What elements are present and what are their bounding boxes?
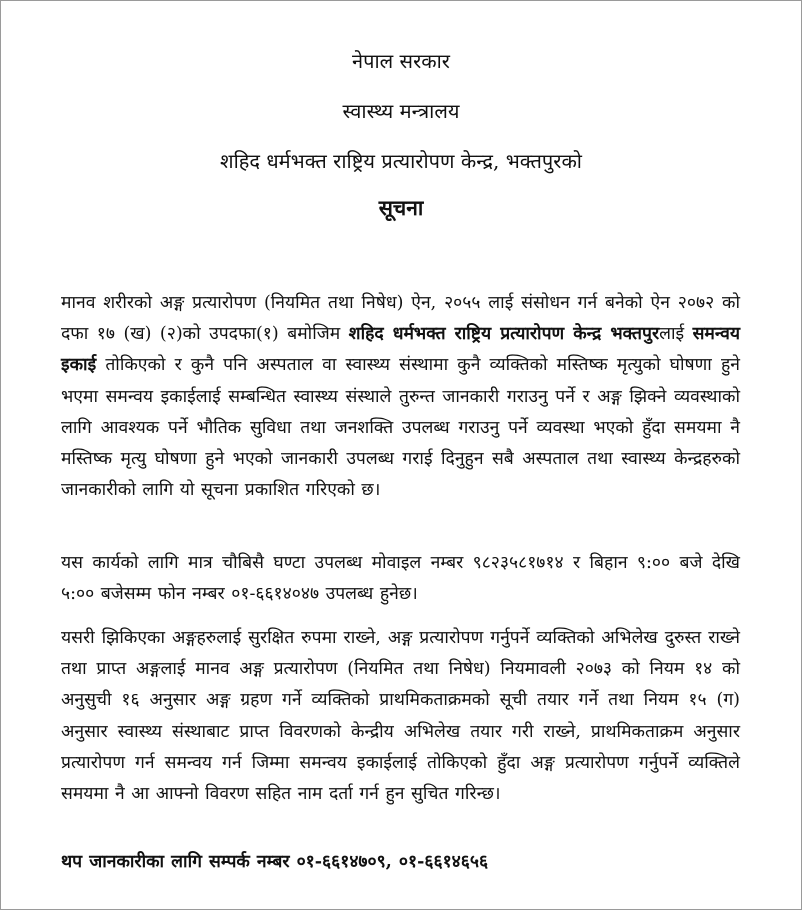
para1-bold-unit: समन्वय इकाई [61,324,740,376]
ministry-heading: स्वास्थ्य मन्त्रालय [342,99,460,123]
center-heading: शहिद धर्मभक्त राष्ट्रिय प्रत्यारोपण केन्द्र, भक्तपुरको [220,149,582,173]
para1-bold-center: शहिद धर्मभक्त राष्ट्रिय प्रत्यारोपण केन्द्र भक्तपुर [348,324,660,345]
government-heading: नेपाल सरकार [352,49,450,73]
contact-line: थप जानकारीका लागि सम्पर्क नम्बर ०१-६६१४७०९, ०१-६६१४६५६ [61,852,489,872]
notice-paragraph-1 [61,288,740,506]
para1-text-c: तोकिएको र कुनै पनि अस्पताल वा स्वास्थ्य संस्थामा कुनै व्यक्तिको मस्तिष्क मृत्युको घोषणा हुने भएमा समन्वय इकाईलाई सम्बन्धित स्वास्थ्य संस्थाले तुरुन्त जानकारी गराउनु पर्ने र अङ्ग झिक्ने व्यवस्थाको लागि आवश्यक पर्ने भौतिक सुविधा तथा जनशक्ति उपलब्ध गराउनु पर्ने व्यवस्था भएको हुँदा समयमा नै मस्तिष्क मृत्यु घोषणा हुने भएको जानकारी उपलब्ध गराई दिनुहुन सबै अस्पताल तथा स्वास्थ्य केन्द्रहरुको जानकारीको लागि यो सूचना प्रकाशित गरिएको छ। [61,355,740,501]
para1-text-a: मानव शरीरको अङ्ग प्रत्यारोपण (नियमित तथा निषेध) ऐन, २०५५ लाई संसोधन गर्न बनेको ऐन २०७२ को दफा १७ (ख) (२)को उपदफा(१) बमोजिम [61,293,740,345]
para1-text-b: लाई [659,324,693,345]
notice-paragraph-2: यस कार्यको लागि मात्र चौबिसै घण्टा उपलब्ध मोवाइल नम्बर ९८२३५८१७१४ र बिहान ९:०० बजे देखि ५:०० बजेसम्म फोन नम्बर ०१-६६१४०४७ उपलब्ध हुनेछ। [61,553,740,605]
notice-title: सूचना [378,195,424,220]
notice-paragraph-3: यसरी झिकिएका अङ्गहरुलाई सुरक्षित रुपमा राख्ने, अङ्ग प्रत्यारोपण गर्नुपर्ने व्यक्तिको अभिलेख दुरुस्त राख्ने तथा प्राप्त अङ्गलाई मानव अङ्ग प्रत्यारोपण (नियमित तथा निषेध) नियमावली २०७३ को नियम १४ को अनुसुची १६ अनुसार अङ्ग ग्रहण गर्ने व्यक्तिको प्राथमिकताक्रमको सूची तयार गर्ने तथा नियम १५ (ग) अनुसार स्वास्थ्य संस्थाबाट प्राप्त विवरणको केन्द्रीय अभिलेख तयार गरी राख्ने, प्राथमिकताक्रम अनुसार प्रत्यारोपण गर्न समन्वय गर्न जिम्मा समन्वय इकाईलाई तोकिएको हुँदा अङ्ग प्रत्यारोपण गर्नुपर्ने व्यक्तिले समयमा नै आ आफ्नो विवरण सहित नाम दर्ता गर्न हुन सुचित गरिन्छ। [61,628,740,805]
